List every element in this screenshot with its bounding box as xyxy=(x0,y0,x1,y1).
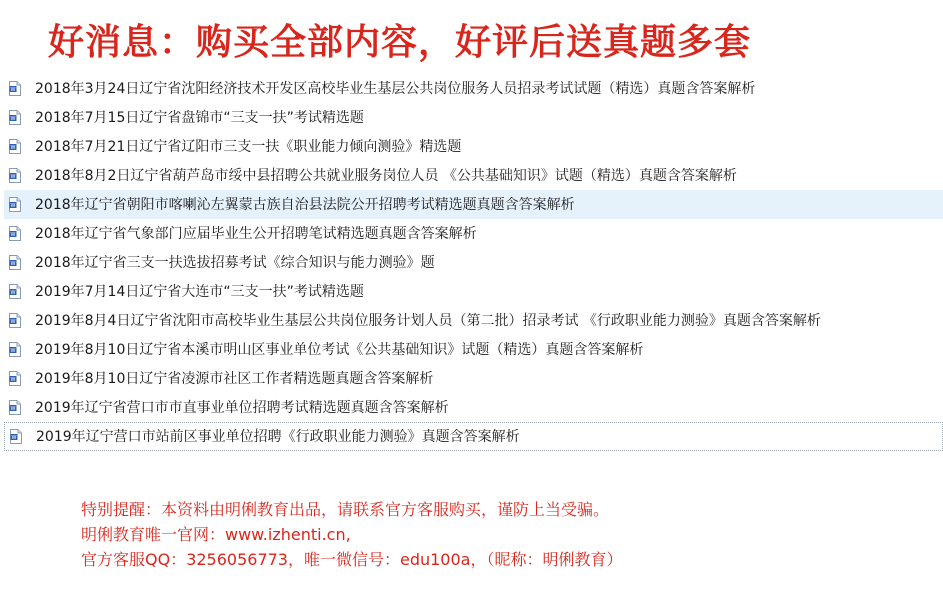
word-doc-icon xyxy=(9,139,21,154)
svg-text:W: W xyxy=(11,435,17,441)
file-list xyxy=(4,74,943,451)
file-list-item[interactable] xyxy=(4,248,943,277)
file-name-label: 2019年辽宁营口市站前区事业单位招聘《行政职业能力测验》真题含答案解析 xyxy=(36,428,520,445)
svg-text:W: W xyxy=(10,377,16,383)
file-list-item[interactable] xyxy=(4,132,943,161)
notice-warning-line: 特别提醒：本资料由明俐教育出品，请联系官方客服购买，谨防上当受骗。 xyxy=(81,500,610,519)
word-doc-icon xyxy=(9,81,21,96)
file-name-label: 2019年8月4日辽宁省沈阳市高校毕业生基层公共岗位服务计划人员（第二批）招录考试 《行政职业能力测验》真题含答案解析 xyxy=(35,312,821,329)
file-list-item[interactable] xyxy=(4,74,943,103)
word-doc-icon xyxy=(9,313,21,328)
svg-text:W: W xyxy=(10,232,16,238)
file-name-label: 2018年辽宁省三支一扶选拔招募考试《综合知识与能力测验》题 xyxy=(35,254,435,271)
contact-notice xyxy=(81,497,622,572)
notice-contact-line: 官方客服QQ：3256056773，唯一微信号：edu100a，（昵称：明俐教育） xyxy=(81,550,623,569)
file-list-item[interactable] xyxy=(4,393,943,422)
svg-text:W: W xyxy=(10,145,16,151)
word-doc-icon xyxy=(9,400,21,415)
word-doc-icon xyxy=(9,168,21,183)
svg-text:W: W xyxy=(10,261,16,267)
file-list-item[interactable] xyxy=(4,306,943,335)
file-name-label: 2019年7月14日辽宁省大连市“三支一扶”考试精选题 xyxy=(35,283,364,300)
svg-text:W: W xyxy=(10,290,16,296)
promo-headline: 好消息：购买全部内容，好评后送真题多套 xyxy=(48,22,752,63)
word-doc-icon xyxy=(9,197,21,212)
word-doc-icon xyxy=(9,255,21,270)
word-doc-icon xyxy=(9,371,21,386)
word-doc-icon xyxy=(9,284,21,299)
svg-text:W: W xyxy=(10,406,16,412)
file-name-label: 2019年8月10日辽宁省本溪市明山区事业单位考试《公共基础知识》试题（精选）真题含答案解析 xyxy=(35,341,644,358)
svg-text:W: W xyxy=(10,87,16,93)
file-name-label: 2018年辽宁省气象部门应届毕业生公开招聘笔试精选题真题含答案解析 xyxy=(35,225,477,242)
file-list-item[interactable] xyxy=(4,364,943,393)
file-name-label: 2018年辽宁省朝阳市喀喇沁左翼蒙古族自治县法院公开招聘考试精选题真题含答案解析 xyxy=(35,196,575,213)
file-name-label: 2018年8月2日辽宁省葫芦岛市绥中县招聘公共就业服务岗位人员 《公共基础知识》试题（精选）真题含答案解析 xyxy=(35,167,737,184)
file-name-label: 2018年7月15日辽宁省盘锦市“三支一扶”考试精选题 xyxy=(35,109,364,126)
notice-website-line: 明俐教育唯一官网：www.izhenti.cn, xyxy=(81,525,351,544)
file-list-item[interactable] xyxy=(4,219,943,248)
file-list-item[interactable] xyxy=(4,103,943,132)
word-doc-icon xyxy=(9,226,21,241)
file-list-item[interactable] xyxy=(4,422,943,451)
file-name-label: 2019年8月10日辽宁省凌源市社区工作者精选题真题含答案解析 xyxy=(35,370,434,387)
file-list-item[interactable] xyxy=(4,335,943,364)
word-doc-icon xyxy=(9,342,21,357)
file-name-label: 2018年7月21日辽宁省辽阳市三支一扶《职业能力倾向测验》精选题 xyxy=(35,138,462,155)
word-doc-icon xyxy=(9,110,21,125)
svg-text:W: W xyxy=(10,174,16,180)
svg-text:W: W xyxy=(10,203,16,209)
svg-text:W: W xyxy=(10,319,16,325)
file-name-label: 2018年3月24日辽宁省沈阳经济技术开发区高校毕业生基层公共岗位服务人员招录考试试题（精选）真题含答案解析 xyxy=(35,80,756,97)
file-list-item[interactable] xyxy=(4,277,943,306)
svg-text:W: W xyxy=(10,348,16,354)
word-doc-icon xyxy=(10,429,22,444)
file-name-label: 2019年辽宁省营口市市直事业单位招聘考试精选题真题含答案解析 xyxy=(35,399,449,416)
svg-text:W: W xyxy=(10,116,16,122)
file-list-item[interactable] xyxy=(4,190,943,219)
file-list-item[interactable] xyxy=(4,161,943,190)
